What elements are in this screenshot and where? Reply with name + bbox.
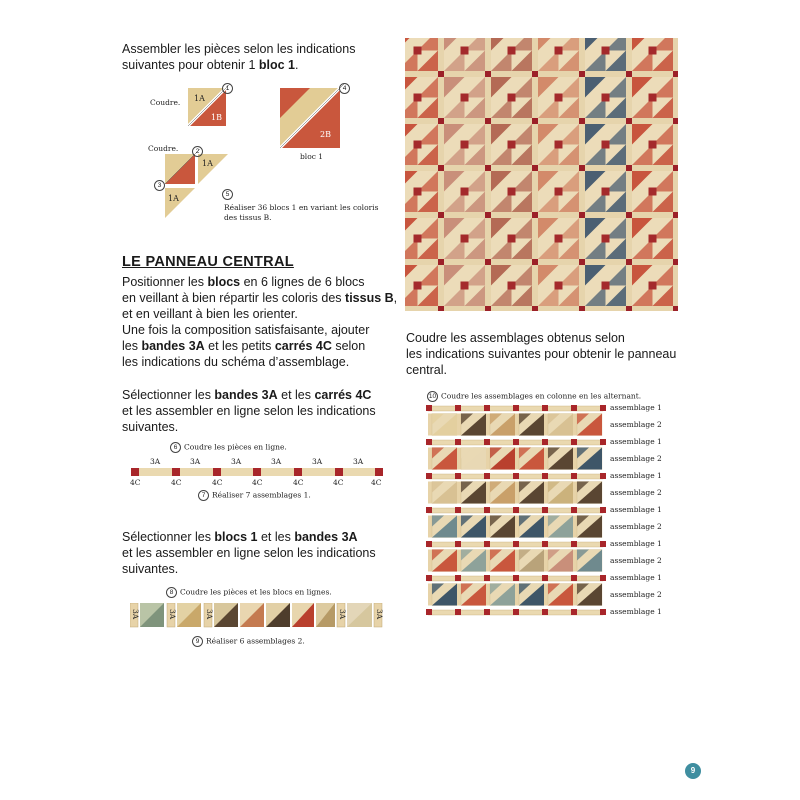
quilt-red-square [602,47,610,55]
step-4-marker: 4 [339,83,350,94]
corner-square [484,507,490,513]
quilt-photo [405,38,678,311]
page-number: 9 [685,763,701,779]
corner-square [426,439,432,445]
piece-1a-label-3: 1A [168,194,179,203]
sashing-band [544,414,548,436]
corner-square [600,439,606,445]
step-5-text: Réaliser 36 blocs 1 en variant les coloris des tissus B. [224,203,379,222]
quilt-red-square [649,141,657,149]
bloc-1-label: bloc 1 [300,152,324,161]
step-9-instruction: 9 Réaliser 6 assemblages 2. [192,636,305,647]
corner-square [513,541,519,547]
intro-line-1: Assembler les pièces selon les indications [122,42,356,56]
corner-square [571,507,577,513]
quilt-red-square [508,188,516,196]
quilt-red-square [508,282,516,290]
quilt-red-square [438,165,444,171]
quilt-red-square [414,188,422,196]
corner-square [600,473,606,479]
corner-square [600,609,606,615]
corner-square [513,575,519,581]
assembly-diagram [420,404,610,660]
piece-1b-label: 1B [211,113,222,122]
assembly-labels [609,404,689,660]
quilt-red-square [673,165,678,171]
step-2-marker: 2 [192,146,203,157]
corner-square [600,507,606,513]
corner-square [455,575,461,581]
corner-square [426,507,432,513]
quilt-red-square [485,259,491,265]
step-3-marker: 3 [154,180,165,191]
piece-1a-label-2: 1A [202,159,213,168]
corner-square [484,405,490,411]
quilt-red-square [438,306,444,311]
select-bands-squares-text: Sélectionner les bandes 3A et les carrés 4C et les assembler en ligne selon les indications suivantes. [122,388,376,434]
quilt-red-square [626,165,632,171]
assemblage-label: assemblage 1 [610,505,662,514]
assemblage-label: assemblage 2 [610,420,662,429]
quilt-red-square [414,94,422,102]
sashing-band [486,482,490,504]
piece-1a-triangle-bottom [165,188,195,218]
quilt-red-square [626,259,632,265]
quilt-red-square [555,235,563,243]
sashing-band [428,584,432,606]
sashing-band [457,414,461,436]
quilt-red-square [626,212,632,218]
assemblage-1-strip: 3A 3A 3A 3A 3A 3A 4C 4C 4C 4C 4C 4C 4C [128,456,388,492]
corner-square [455,609,461,615]
quilt-red-square [602,235,610,243]
sashing-band [515,414,519,436]
corner-square [513,439,519,445]
quilt-red-square [485,165,491,171]
corner-square [426,609,432,615]
sashing-band [515,448,519,470]
assemblage-label: assemblage 2 [610,454,662,463]
sashing-band [515,482,519,504]
corner-square [513,609,519,615]
corner-square [542,405,548,411]
quilt-red-square [555,141,563,149]
quilt-red-square [673,71,678,77]
sashing-band [457,448,461,470]
sashing-band [428,482,432,504]
step-5-marker: 5 [222,189,233,200]
right-instruction-text: Coudre les assemblages obtenus selon les indications suivantes pour obtenir le panneau central. [406,331,677,377]
quilt-red-square [438,259,444,265]
assemblage-label: assemblage 1 [610,607,662,616]
quilt-red-square [579,259,585,265]
sashing-band [544,584,548,606]
sashing-band [428,448,432,470]
sashing-band [486,584,490,606]
quilt-red-square [508,141,516,149]
sashing-band [428,414,432,436]
quilt-red-square [555,47,563,55]
corner-square [426,541,432,547]
sashing-band [515,516,519,538]
quilt-red-square [602,282,610,290]
corner-square [542,575,548,581]
sashing-band [573,482,577,504]
sashing-band [573,516,577,538]
quilt-red-square [649,282,657,290]
quilt-red-square [626,71,632,77]
quilt-red-square [532,212,538,218]
step-8-instruction: 8 Coudre les pièces et les blocs en lignes. [166,587,332,598]
coudre-label-2: Coudre. [148,144,179,153]
quilt-red-square [461,47,469,55]
corner-square [600,405,606,411]
quilt-red-square [508,47,516,55]
quilt-red-square [673,118,678,124]
corner-square [455,473,461,479]
quilt-red-square [461,94,469,102]
quilt-red-square [485,118,491,124]
assemblage-label: assemblage 1 [610,471,662,480]
sashing-band [544,550,548,572]
quilt-red-square [579,118,585,124]
corner-square [542,439,548,445]
corner-square [600,541,606,547]
corner-square [455,507,461,513]
corner-square [455,439,461,445]
quilt-red-square [532,165,538,171]
quilt-red-square [579,212,585,218]
assemblage-label: assemblage 2 [610,488,662,497]
quilt-red-square [508,94,516,102]
quilt-red-square [438,71,444,77]
sashing-band [486,448,490,470]
step-1-marker: 1 [222,83,233,94]
corner-square [571,473,577,479]
step-6-instruction: 6 Coudre les pièces en ligne. [170,442,287,453]
corner-square [571,541,577,547]
corner-square [542,473,548,479]
sashing-band [486,516,490,538]
quilt-red-square [673,259,678,265]
sashing-band [457,550,461,572]
quilt-red-square [414,47,422,55]
sashing-band [486,550,490,572]
sashing-band [428,550,432,572]
sashing-band [573,448,577,470]
quilt-photo-svg [405,38,678,311]
quilt-red-square [414,235,422,243]
quilt-red-square [579,71,585,77]
quilt-red-square [508,235,516,243]
corner-square [571,575,577,581]
corner-square [542,541,548,547]
corner-square [426,405,432,411]
quilt-red-square [602,94,610,102]
quilt-red-square [485,212,491,218]
corner-square [600,575,606,581]
corner-square [542,609,548,615]
quilt-red-square [626,306,632,311]
corner-square [571,609,577,615]
quilt-red-square [461,282,469,290]
quilt-red-square [649,94,657,102]
sashing-band [457,584,461,606]
quilt-red-square [532,118,538,124]
corner-square [426,473,432,479]
sashing-band [486,414,490,436]
intro-text: Assembler les pièces selon les indications suivantes pour obtenir 1 bloc 1. [122,42,356,72]
sashing-band [544,448,548,470]
quilt-red-square [461,188,469,196]
assemblage-label: assemblage 2 [610,556,662,565]
assemblage-label: assemblage 1 [610,573,662,582]
quilt-red-square [579,165,585,171]
sashing-band [457,482,461,504]
corner-square [571,405,577,411]
quilt-red-square [579,306,585,311]
quilt-red-square [461,235,469,243]
corner-square [513,507,519,513]
assemblage-label: assemblage 2 [610,522,662,531]
corner-square [484,473,490,479]
step-10-instruction: 10 Coudre les assemblages en colonne en les alternant. [428,391,642,401]
quilt-red-square [602,141,610,149]
quilt-red-square [649,188,657,196]
quilt-red-square [626,118,632,124]
corner-square [484,541,490,547]
sashing-band [573,414,577,436]
quilt-red-square [555,282,563,290]
corner-square [513,405,519,411]
sashing-band [428,516,432,538]
corner-square [513,473,519,479]
coudre-label-1: Coudre. [150,98,181,107]
quilt-red-square [555,94,563,102]
quilt-red-square [649,47,657,55]
corner-square [484,609,490,615]
assemblage-label: assemblage 1 [610,539,662,548]
quilt-red-square [673,306,678,311]
quilt-red-square [438,212,444,218]
quilt-red-square [532,306,538,311]
sashing-band [573,584,577,606]
select-blocks-bands-text: Sélectionner les blocs 1 et les bandes 3A et les assembler en ligne selon les indications suivantes. [122,530,376,576]
step-7-instruction: 7 Réaliser 7 assemblages 1. [198,490,311,501]
corner-square [484,575,490,581]
sashing-band [544,516,548,538]
assemblage-label: assemblage 1 [610,403,662,412]
section-heading-panneau-central: LE PANNEAU CENTRAL [122,254,294,270]
sashing-band [515,584,519,606]
sashing-band [573,550,577,572]
corner-square [426,575,432,581]
quilt-red-square [414,282,422,290]
quilt-red-square [485,306,491,311]
assemblage-label: assemblage 2 [610,590,662,599]
corner-square [571,439,577,445]
quilt-red-square [485,71,491,77]
quilt-red-square [555,188,563,196]
block-construction-diagram [140,82,400,232]
quilt-red-square [461,141,469,149]
sashing-band [515,550,519,572]
corner-square [455,405,461,411]
assembly-diagram-svg [420,404,610,660]
corner-square [542,507,548,513]
corner-square [484,439,490,445]
quilt-red-square [414,141,422,149]
quilt-red-square [649,235,657,243]
piece-1a-label: 1A [194,94,205,103]
quilt-red-square [532,259,538,265]
quilt-red-square [673,212,678,218]
quilt-red-square [532,71,538,77]
assemblage-label: assemblage 1 [610,437,662,446]
assemblage-2-strip: 3A 3A 3A 3A 3A [130,603,385,629]
piece-2b-label: 2B [320,130,331,139]
sashing-band [457,516,461,538]
quilt-red-square [438,118,444,124]
quilt-red-square [602,188,610,196]
panneau-paragraph: Positionner les blocs en 6 lignes de 6 blocs en veillant à bien répartir les coloris des tissus B, et en veillant à bien les orienter. Une fois la composition satisfaisante, ajouter les bandes 3A et les petits carrés 4C selon les indications du schéma d’assemblage. [122,275,398,369]
sashing-band [544,482,548,504]
corner-square [455,541,461,547]
